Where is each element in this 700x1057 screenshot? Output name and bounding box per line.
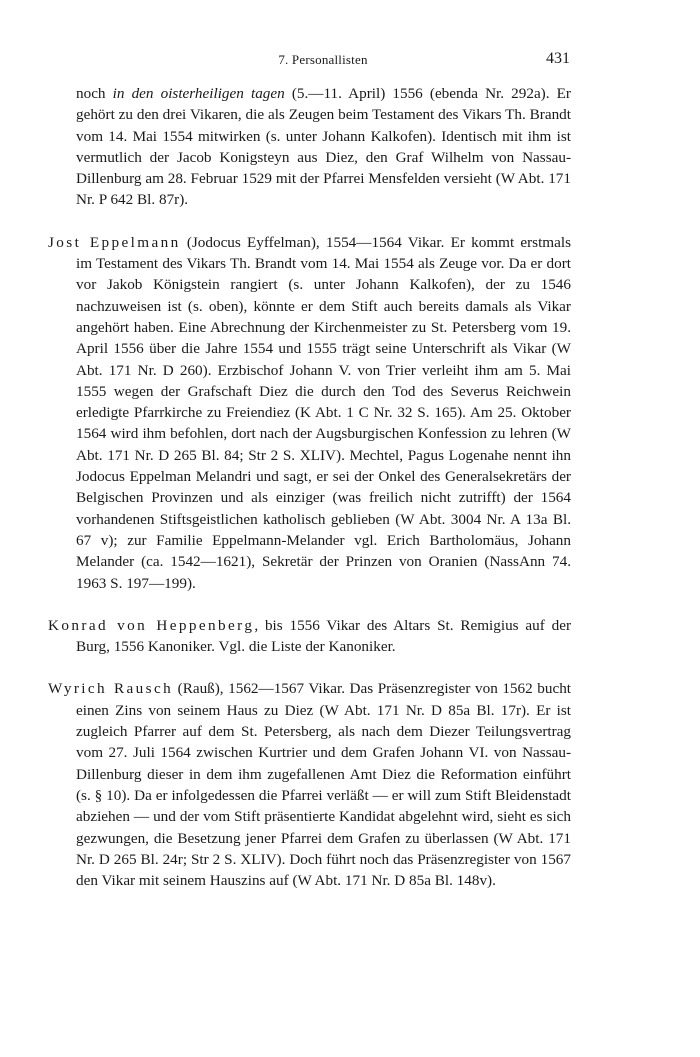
- entry-text: (Jodocus Eyffelman), 1554—1564 Vikar. Er kommt erstmals im Testament des Vikars Th. Brandt vom 14. Mai 1554 als Zeuge vor. Da er dort vor Jakob Königstein rangiert (s. unter Johann Kalkofen), der zu 1546 nachzuweisen ist (s. oben), könnte er dem Stift auch bereits damals als Vikar angehört haben. Eine Abrechnung der Kirchenmeister zu St. Petersberg vom 19. April 1556 über die Jahre 1554 und 1555 trägt seine Unterschrift als Vikar (W Abt. 171 Nr. D 260). Erzbischof Johann V. von Trier verleiht ihm am 5. Mai 1555 wegen der Grafschaft Diez die durch den Tod des Severus Reichwein erledigte Pfarrkirche zu Freiendiez (K Abt. 1 C Nr. 32 S. 165). Am 25. Oktober 1564 wird ihm befohlen, dort nach der Augsburgischen Konfession zu lehren (W Abt. 171 Nr. D 265 Bl. 84; Str 2 S. XLIV). Mechtel, Pagus Logenahe nennt ihn Jodocus Eppelman Melandri und sagt, er sei der Onkel des Generalsekretärs der Belgischen Provinzen und als einziger (was freilich nicht zutrifft) der 1564 vorhandenen Stiftsgeistlichen katholisch geblieben (W Abt. 3004 Nr. A 13a Bl. 67 v); zur Familie Eppelmann-Melander vgl. Erich Bartholomäus, Johann Melander (ca. 1542—1621), Sekretär der Prinzen von Oranien (NassAnn 74. 1963 S. 197—199).: [76, 233, 571, 592]
- running-header: [76, 50, 570, 74]
- entry-jost-eppelmann: [48, 232, 571, 594]
- entry-name: Jost Eppelmann: [48, 233, 181, 251]
- paragraph-gap: [48, 657, 571, 678]
- paragraph-gap: [48, 594, 571, 615]
- entry-text: , bis 1556 Vikar des Altars St. Remigius auf der Burg, 1556 Kanoniker. Vgl. die Liste der Kanoniker.: [76, 616, 572, 656]
- page-body: [48, 83, 571, 891]
- entry-text: (Rauß), 1562—1567 Vikar. Das Präsenzregister von 1562 bucht einen Zins von seinem Haus zu Diez (W Abt. 171 Nr. D 85a Bl. 17r). Er ist zugleich Pfarrer auf dem St. Petersberg, als nach dem Diezer Teilungsvertrag vom 27. Juli 1564 zwischen Kurtrier und dem Grafen Johann VI. von Nassau-Dillenburg dieser in dem ihm zugefallenen Amt Diez die Reformation einführt (s. § 10). Da er infolgedessen die Pfarrei verläßt — er will zum Stift Bleidenstadt abziehen — und der vom Stift präsentierte Kandidat abgelehnt wird, sieht es sich gezwungen, die Besetzung jener Pfarrei dem Grafen zu überlassen (W Abt. 171 Nr. D 265 Bl. 24r; Str 2 S. XLIV). Doch führt noch das Präsenzregister von 1567 den Vikar mit seinem Hauszins auf (W Abt. 171 Nr. D 85a Bl. 148v).: [76, 680, 572, 890]
- entry-name: Konrad von Heppenberg: [48, 616, 255, 634]
- paragraph-continuation: [48, 83, 571, 211]
- page-number: 431: [546, 50, 570, 67]
- paragraph-text: (5.—11. April) 1556 (ebenda Nr. 292a). Er gehört zu den drei Vikaren, die als Zeugen beim Testament des Vikars Th. Brandt vom 14. Mai 1554 mitwirken (s. unter Johann Kalkofen). Identisch mit ihm ist vermutlich der Jacob Konigsteyn aus Diez, den Graf Wilhelm von Nassau-Dillenburg am 28. Februar 1529 mit der Pfarrei Mensfelden versieht (W Abt. 171 Nr. P 642 Bl. 87r).: [76, 85, 571, 209]
- entry-konrad-von-heppenberg: [48, 615, 571, 658]
- paragraph-text-lead: noch: [76, 85, 113, 102]
- italic-quote: in den oisterheiligen tagen: [112, 85, 285, 102]
- entry-wyrich-rausch: [48, 678, 571, 891]
- paragraph-gap: [48, 211, 571, 232]
- header-title: 7. Personallisten: [278, 52, 368, 67]
- entry-name: Wyrich Rausch: [48, 680, 174, 698]
